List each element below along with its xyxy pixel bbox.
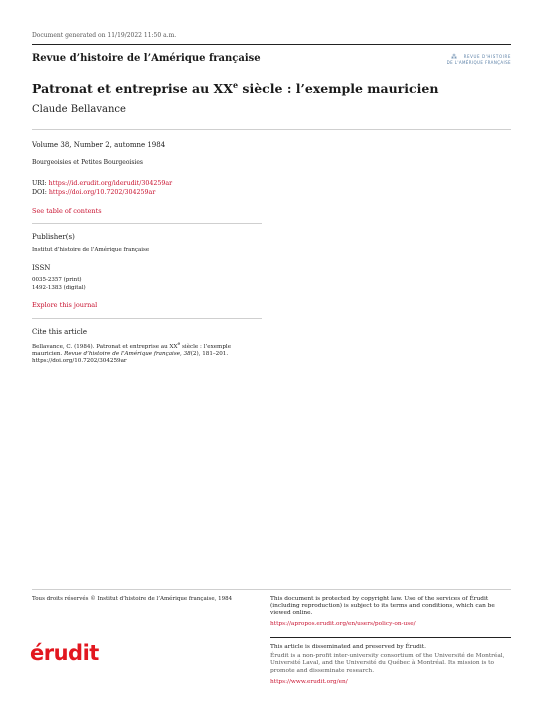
journal-logo-bottom: DE L'AMÉRIQUE FRANÇAISE [446, 60, 511, 65]
generated-date: Document generated on 11/19/2022 11:50 a.m. [32, 32, 177, 39]
citation-text [32, 341, 262, 365]
section-rule [32, 223, 262, 224]
erudit-logo[interactable]: érudit [30, 641, 99, 665]
explore-journal-link[interactable]: Explore this journal [32, 301, 98, 309]
policy-link[interactable]: https://apropos.erudit.org/en/users/policy-on-use/ [270, 621, 416, 627]
title-rest: siècle : l’exemple mauricien [238, 81, 439, 97]
journal-logo [436, 54, 511, 68]
cite-part: (2), 181–201. https://doi.org/10.7202/304259ar [32, 351, 229, 365]
table-of-contents-link[interactable]: See table of contents [32, 207, 102, 215]
issn-print: 0035-2357 (print) [32, 277, 82, 283]
issue-volume: Volume 38, Number 2, automne 1984 [32, 141, 166, 149]
article-title [32, 80, 438, 96]
doi-label: DOI: [32, 188, 49, 196]
cite-sup: e [177, 342, 181, 347]
issn-digital: 1492-1383 (digital) [32, 284, 86, 291]
header-rule [32, 44, 511, 45]
issue-theme: Bourgeoisies et Petites Bourgeoisies [32, 159, 143, 166]
erudit-description: Érudit is a non-profit inter-university consortium of the Université de Montréal, Université Laval, and the Université du Québec à Montréal. Its mission is to promote and disseminate research. [270, 653, 505, 674]
cite-part: siècle : l’exemple mauricien. [32, 343, 232, 358]
erudit-link[interactable]: https://www.erudit.org/en/ [270, 679, 348, 685]
footer-rule-dark [270, 637, 511, 638]
publisher-heading: Publisher(s) [32, 233, 75, 241]
dissemination-note: This article is disseminated and preserved by Érudit. [270, 644, 426, 650]
identifiers [32, 180, 172, 197]
title-rule [32, 129, 511, 130]
issn-values [32, 277, 86, 292]
journal-title: Revue d’histoire de l’Amérique française [32, 53, 261, 64]
footer-rule [32, 589, 511, 590]
article-author: Claude Bellavance [32, 104, 126, 115]
doi-link[interactable]: https://doi.org/10.7202/304259ar [48, 188, 156, 196]
cite-journal: Revue d’histoire de l’Amérique française [64, 351, 181, 358]
rights-statement: Tous droits réservés © Institut d’histoire de l’Amérique française, 1984 [32, 596, 233, 602]
journal-logo-mark-icon: ⁂ [451, 54, 457, 61]
section-rule [32, 318, 262, 319]
cite-volume: 38 [183, 351, 191, 358]
journal-logo-top: REVUE D'HISTOIRE [463, 54, 511, 59]
publisher-name: Institut d’histoire de l’Amérique française [32, 247, 150, 253]
cite-part: Bellavance, C. (1984). Patronat et entreprise au XX [32, 343, 178, 350]
title-main: Patronat et entreprise au XX [32, 81, 233, 97]
cite-part: , [180, 351, 184, 358]
cite-heading: Cite this article [32, 328, 88, 336]
copyright-notice: This document is protected by copyright law. Use of the services of Érudit (including reproduction) is subject to its terms and conditions, which can be viewed online. [270, 596, 495, 617]
issn-heading: ISSN [32, 264, 51, 272]
uri-link[interactable]: https://id.erudit.org/iderudit/304259ar [48, 180, 173, 187]
uri-label: URI: [32, 180, 49, 187]
title-sup: e [232, 80, 239, 90]
